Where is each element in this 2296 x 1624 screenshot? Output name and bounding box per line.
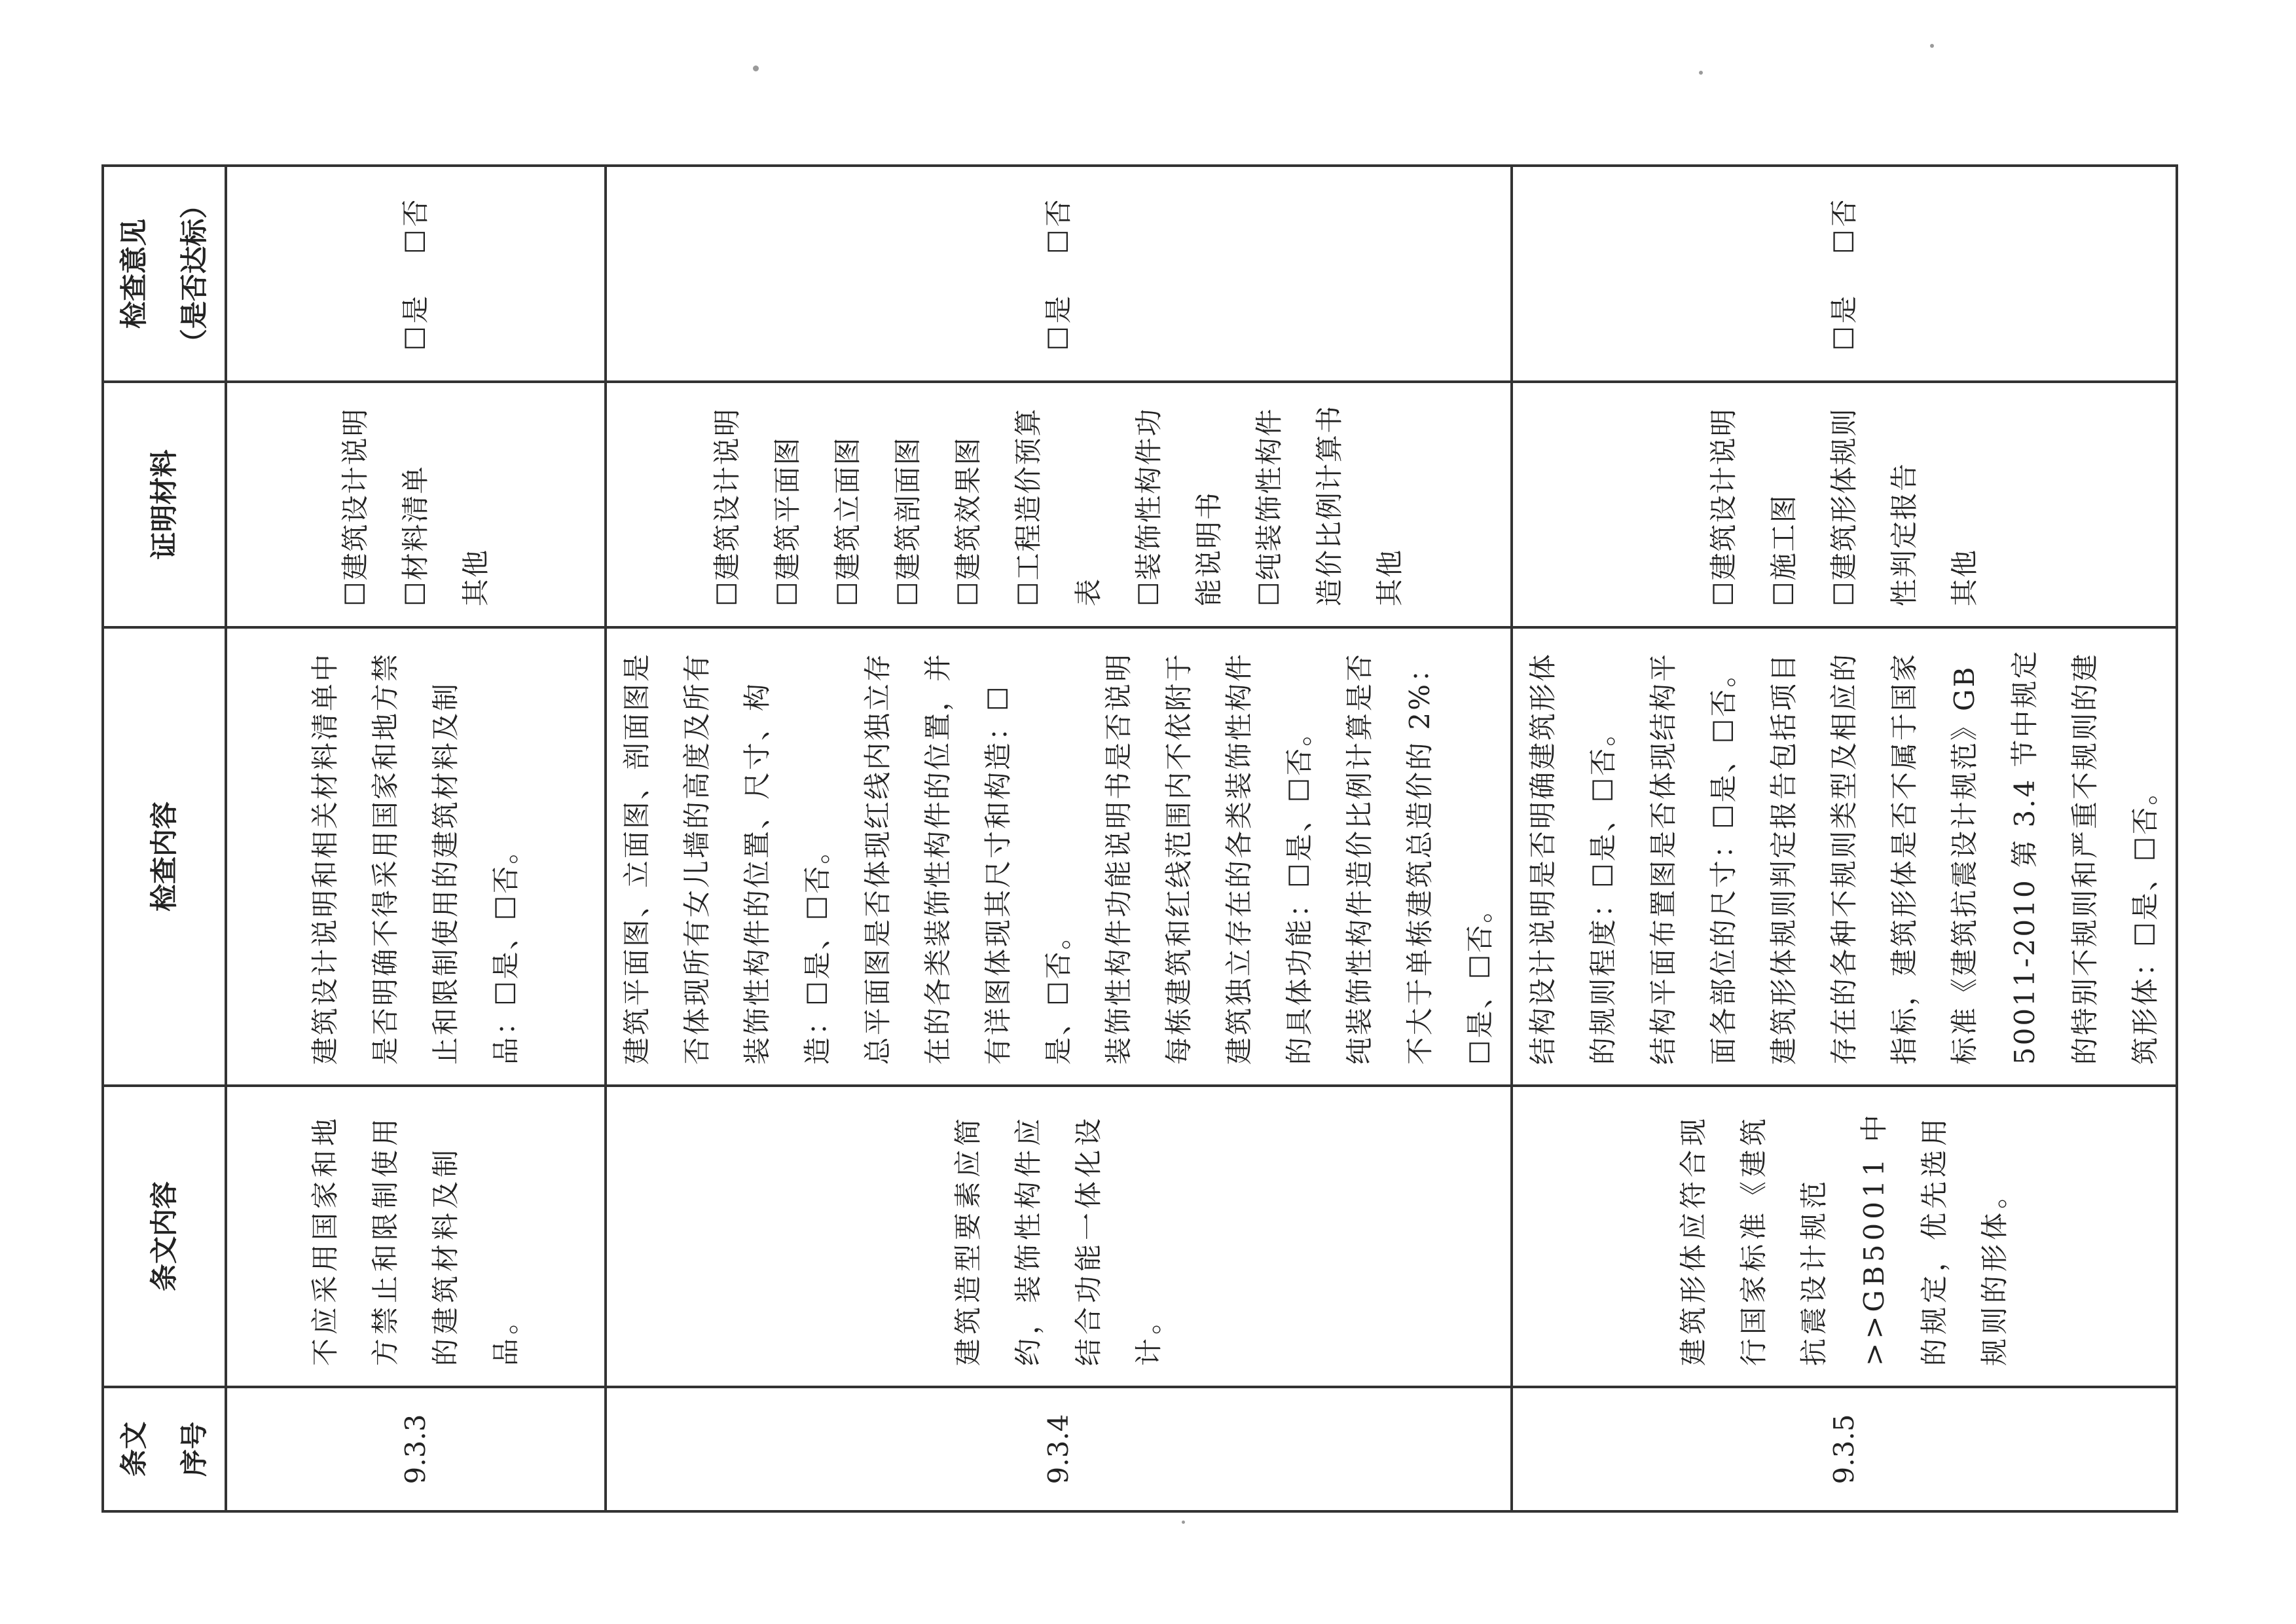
proof-item: ☐材料清单 — [399, 465, 431, 606]
clause-number: 9.3.3 — [226, 1387, 606, 1511]
check-item: 建筑设计说明和相关材料清单中是否明确不得采用国家和地方禁止和限制使用的建筑材料及制品：☐是、☐否。 — [309, 652, 522, 1065]
opinion-yes-checkbox[interactable]: ☐是 — [1828, 293, 1860, 351]
proof-item: ☐建筑设计说明 — [339, 407, 371, 606]
proof-item: 其他 — [460, 548, 492, 606]
table-row — [226, 166, 606, 1511]
opinion-no-checkbox[interactable]: ☐否 — [1042, 196, 1074, 254]
check-item: 结构平面布置图是否体现结构平面各部位的尺寸：☐是、☐否。 — [1647, 652, 1740, 1065]
proof-item: ☐建筑平面图 — [771, 436, 803, 606]
inspection-table — [101, 167, 2161, 1513]
proof-item: 其他 — [1948, 548, 1980, 606]
clause-content: 建筑造型要素应简约，装饰性构件应结合功能一体化设计。 — [606, 1086, 1512, 1387]
opinion-yes-checkbox[interactable]: ☐是 — [399, 293, 431, 351]
table-row — [1512, 166, 2177, 1511]
header-check-content: 检查内容 — [103, 627, 226, 1086]
opinion-yes-checkbox[interactable]: ☐是 — [1042, 293, 1074, 351]
check-item: 结构设计说明是否明确建筑形体的规则程度：☐是、☐否。 — [1527, 652, 1619, 1065]
opinion-no-checkbox[interactable]: ☐否 — [1828, 196, 1860, 254]
header-clause-number: 条文 序号 — [103, 1387, 226, 1511]
clause-number: 9.3.5 — [1512, 1387, 2177, 1511]
proof-item: ☐建筑效果图 — [952, 436, 984, 606]
proof-item: ☐建筑设计说明 — [1707, 407, 1740, 606]
proof-materials — [1512, 382, 2177, 627]
check-content — [606, 627, 1512, 1086]
proof-item: ☐建筑设计说明 — [711, 407, 743, 606]
check-content — [226, 627, 606, 1086]
check-opinion — [226, 166, 606, 382]
proof-item: ☐建筑形体规则性判定报告 — [1828, 407, 1920, 606]
proof-item: ☐装饰性构件功能说明书 — [1133, 407, 1225, 606]
check-item: 纯装饰性构件造价比例计算是否不大于单栋建筑总造价的 2%：☐是、☐否。 — [1343, 652, 1496, 1065]
scan-speck — [1930, 44, 1934, 48]
scan-speck — [1699, 71, 1703, 75]
check-item: 建筑平面图、立面图、剖面图是否体现所有女儿墙的高度及所有装饰性构件的位置、尺寸、构造：☐是、☐否。 — [621, 652, 833, 1065]
check-opinion — [1512, 166, 2177, 382]
clause-content: 建筑形体应符合现行国家标准《建筑抗震设计规范>>GB50011 中的规定，优先选用规则的形体。 — [1512, 1086, 2177, 1387]
check-item: 建筑形体规则判定报告包括项目存在的各种不规则类型及相应的指标，建筑形体是否不属于国家标准《建筑抗震设计规范》GB 50011-2010 第 3.4 节中规定的特别不规则和严重不规则的建筑形体：☐是、☐否。 — [1768, 649, 2161, 1065]
proof-materials — [226, 382, 606, 627]
proof-item: ☐纯装饰性构件造价比例计算书 — [1253, 404, 1345, 606]
proof-item: 其他 — [1374, 548, 1406, 606]
proof-item: ☐建筑立面图 — [831, 436, 864, 606]
header-check-opinion: 检查意见 （是否达标） — [103, 166, 226, 382]
proof-item: ☐工程造价预算表 — [1012, 407, 1104, 606]
check-item: 装饰性构件功能说明书是否说明每栋建筑和红线范围内不依附于建筑独立存在的各类装饰性构件的具体功能：☐是、☐否。 — [1102, 652, 1315, 1065]
scan-speck — [753, 65, 759, 71]
table-row — [606, 166, 1512, 1511]
header-proof-materials: 证明材料 — [103, 382, 226, 627]
header-clause-content: 条文内容 — [103, 1086, 226, 1387]
check-opinion — [606, 166, 1512, 382]
clause-content: 不应采用国家和地方禁止和限制使用的建筑材料及制品。 — [226, 1086, 606, 1387]
check-item: 总平面图是否体现红线内独立存在的各类装饰性构件的位置，并有详图体现其尺寸和构造：☐是、☐否。 — [862, 652, 1074, 1065]
proof-materials — [606, 382, 1512, 627]
opinion-no-checkbox[interactable]: ☐否 — [399, 196, 431, 254]
scan-speck — [1182, 1521, 1185, 1524]
table-header-row — [103, 166, 226, 1511]
check-content — [1512, 627, 2177, 1086]
proof-item: ☐建筑剖面图 — [892, 436, 924, 606]
clause-number: 9.3.4 — [606, 1387, 1512, 1511]
proof-item: ☐施工图 — [1768, 494, 1800, 606]
